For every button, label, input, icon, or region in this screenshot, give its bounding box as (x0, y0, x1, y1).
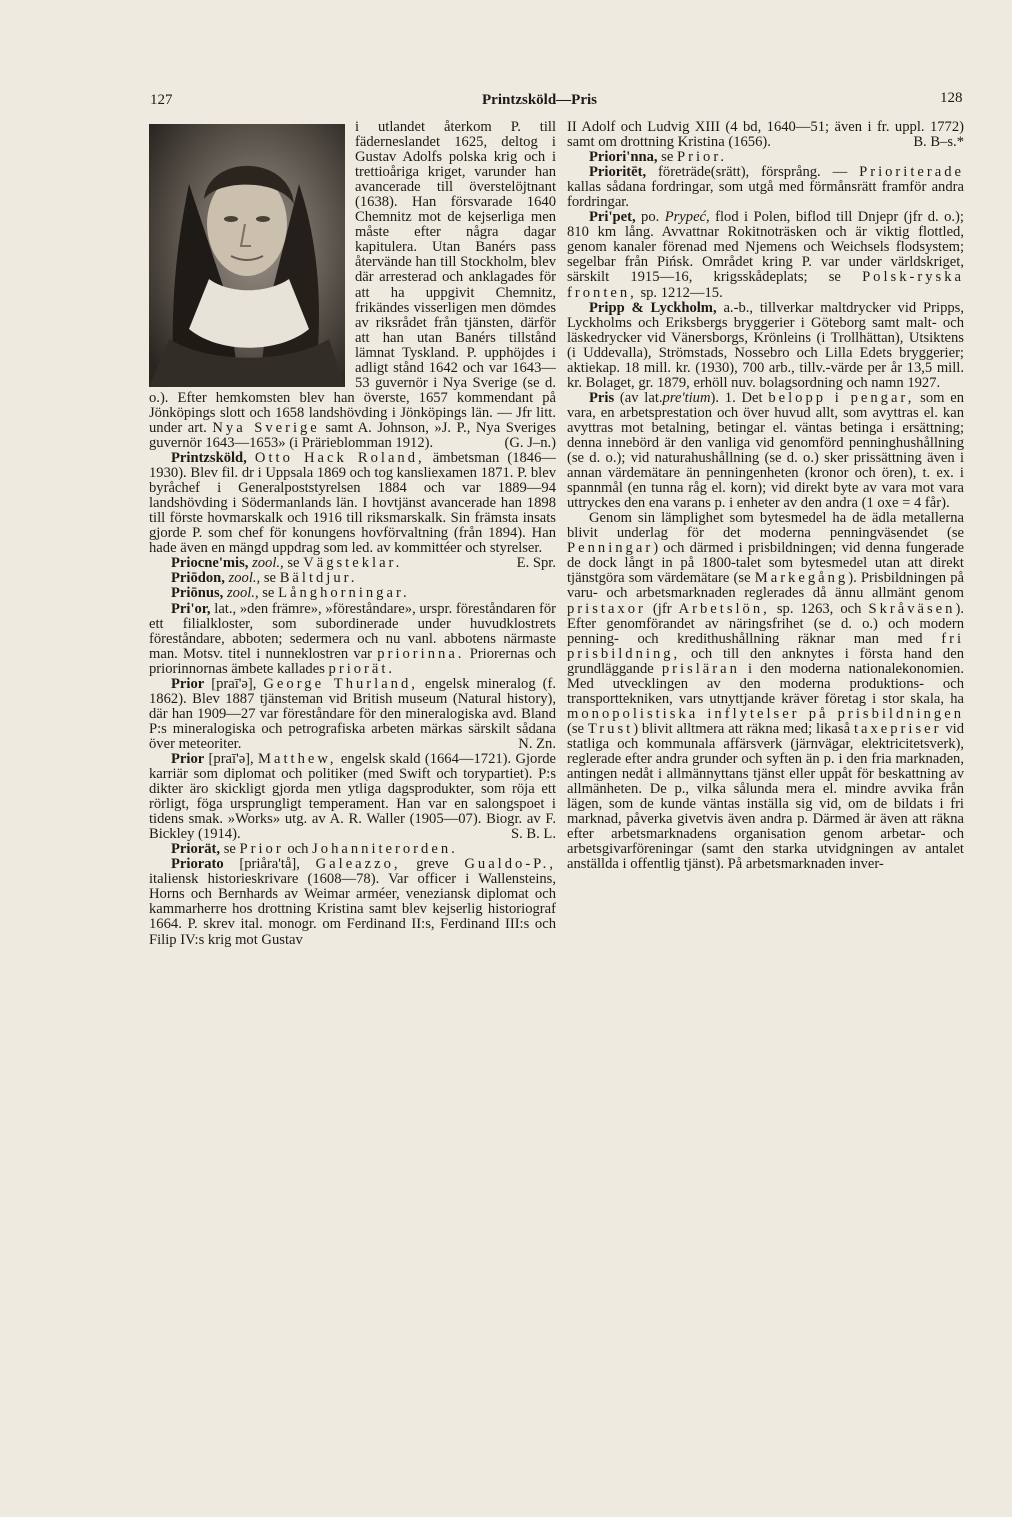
portrait-image (149, 124, 345, 387)
left-column (149, 120, 556, 948)
entry-prior: Pri'or, lat., »den främre», »föreståndare», urspr. föreståndaren för ett filialkloster, som subordinerade under huvudklostrets föreståndare, abboten; sedermera och nu vanl. abbotens närmaste man. Motsv. titel i nunneklostren var priorinna. Priorernas och priorinnornas ämbete kallades priorät. (149, 600, 556, 677)
entry-pripet: Pri'pet, po. Prypeć, flod i Polen, biflod till Dnjepr (jfr d. o.); 810 km lång. Avvattnar Rokitnoträsken och är viktig flottled, genom kanaler förenad med Njemens och Weichsels flodsystem; segelbar från Pińsk. Området kring P. var under världskriget, särskilt 1915—16, krigsskådeplats; se Polsk-ryska fronten, sp. 1212—15. (567, 209, 964, 301)
signature: N. Zn. (518, 735, 556, 752)
page-number-left: 127 (150, 92, 173, 108)
entry-priorinna: Priori'nna, se Prior. (589, 149, 728, 166)
signature: E. Spr. (516, 555, 556, 572)
entry-priorat: Priorät, se Prior och Johanniterorden. (171, 841, 458, 858)
entry-pris-genom: Genom sin lämplighet som bytesmedel ha de ädla metallerna blivit underlag för det moderna penningväsendet (se Penningar) och därmed i prisbildningen; vid denna fungerade de dock långt in på 1800-talet som bytesmedel utan att direkt tjänstgöra som värdemätare (se Markegång). Prisbildningen på varu- och arbetsmarknaden reglerades då ännu allmänt genom pristaxor (jfr Arbetslön, sp. 1263, och Skråväsen). Efter genomförandet av näringsfrihet (se d. o.) och modern penning- och kredithushållning räknar man med fri prisbildning, och till den anknytes i första hand den grundläggande prisläran i den moderna nationalekonomien. Med utvecklingen av den moderna produktions- och transporttekniken, vars utnyttjande kräver företag i stor skala, ha monopolistiska inflytelser på prisbildningen (se Trust) blivit alltmera att räkna med; likaså taxepriser vid statliga och kommunala affärsverk (järnvägar, elektricitetsverk), reglerade efter andra grunder och syften än p. i den fria marknaden, antingen nedåt i allmännyttans tjänst eller uppåt för beskattning av allmänheten. De p., vilka sålunda mera el. mindre avvika från lägen, som de kunde väntas inställa sig vid, om de bildats i fri marknad, påverka givetvis även andra p. Därmed är även att räkna efter arbetsmarknadens organisation genom arbetar- och arbetsgivarföreningar (samt den starka utvidgningen av antalet anställda i offentlig tjänst). På arbetsmarknaden inver- (567, 510, 965, 873)
entry-priodon: Priōdon, zool., se Bältdjur. (171, 570, 358, 587)
entry-printzskold: Printzsköld, Otto Hack Roland, ämbetsman (1846—1930). Blev fil. dr i Uppsala 1869 och tog kansliexamen 1871. P. blev byråchef i Generalpoststyrelsen 1884 och var 1889—94 landshövding i Södermanlands län. I hovtjänst avancerade han 1898 till förste hovmarskalk och 1916 till riksmarskalk. Sin främsta insats gjorde P. som chef för konungens hovförvaltning (från 1894). Han hade även en mängd uppdrag som led. av kommittéer och styrelser. E. Spr. (149, 450, 556, 572)
running-head: Printzsköld—Pris (482, 92, 597, 108)
entry-prioritet: Prioritēt, företräde(srätt), försprång. — Prioriterade kallas sådana fordringar, som utgå med förmånsrätt framför andra fordringar. (567, 164, 964, 211)
signature: (G. J–n.) (504, 434, 556, 451)
entry-pripp-lyckholm: Pripp & Lyckholm, a.-b., tillverkar maltdrycker vid Pripps, Lyckholms och Eriksbergs bryggerier i Göteborg samt malt- och läskedrycker vid Vänersborgs, Krönleins (i Trollhättan), Utsiktens (i Uddevalla), Strömstads, Nossebro och Lilla Edets bryggerier; aktiekap. 18 mill. kr. (1930), 700 arb., tillv.-värde per år 13,5 mill. kr. Bolaget, gr. 1879, erhöll nuv. bolagsordning och namn 1927. (567, 299, 964, 391)
entry-prior-george: Prior [praī'ə], George Thurland, engelsk mineralog (f. 1862). Blev 1887 tjänsteman vid British museum (Natural history), där han 1909—27 var föreståndare för den mineralogiska avd. Bland P:s mineralogiska och petrografiska arbeten märkas särskilt sådana över meteoriter. N. Zn. (149, 675, 556, 752)
entry-pris: Pris (av lat.pre'tium). 1. Det belopp i pengar, som en vara, en arbetsprestation och över huvud allt, som avyttras el. kan avyttras mot betalning, betingar el. väntas betinga i ersättning; denna innebörd är den vanliga vid genomförd penninghushållning (se d. o.); vid naturahushållning (se d. o.) sker prissättning även i annan värdemätare än penningenheten (kronor och ören), t. ex. i spannmål (en tunna råg el. korn); vid direkt byte av vara mot vara uttryckes den ena varans p. i enheter av den andra (1 oxe = 4 får). (567, 389, 964, 512)
entry-priorato: Priorato [priåra'tå], Galeazzo, greve Gualdo-P., italiensk historieskrivare (1608—78). Var officer i Wallensteins, Horns och Bernhards av Weimar arméer, veneziansk diplomat och kammarherre hos drottning Kristina samt blev kejserlig historiograf 1664. P. skrev ital. monogr. om Ferdinand II:s, Ferdinand III:s och Filip IV:s krig mot Gustav (149, 856, 556, 948)
entry-prionus: Priōnus, zool., se Långhorningar. (171, 585, 410, 602)
entry-printz-text: i utlandet återkom P. till fäderneslandet 1625, deltog i Gustav Adolfs polska krig och i trettioåriga kriget, varunder han avancerade till överstelöjtnant (1638). Han försvarade 1640 Chemnitz mot de kejserliga men måste efter några dagar kapitulera. Utan Banérs pass återvände han till Stockholm, blev där arresterad och anklagades för att ha uppgivit Chemnitz, frikändes visserligen men dömdes av riksrådet från tjänsten, därför att han utan Banérs tillstånd lämnat Tyskland. P. upphöjdes i adligt stånd 1642 och var 1643—53 guvernör i Nya Sverige (se d. o.). Efter hemkomsten blev han överste, 1657 kommendant på Jönköpings slott och 1658 landshövding i Jönköpings län. — Jfr litt. under art. Nya Sverige samt A. Johnson, »J. P., Nya Sveriges guvernör 1643—1653» (i Prärieblomman 1912). (G. J–n.) (149, 119, 556, 451)
entry-prior-matthew: Prior [praī'ə], Matthew, engelsk skald (1664—1721). Gjorde karriär som diplomat och politiker (med Swift och torypartiet). P:s dikter äro skickligt gjorda men ytliga dagsprodukter, som röja ett rörligt, föga ursprungligt temperament. Han var en salongspoet i tidens smak. »Works» utg. av A. R. Waller (1905—07). Biogr. av F. Bickley (1914). S. B. L. (149, 750, 556, 843)
right-column (567, 120, 964, 872)
entry-priorato-cont: II Adolf och Ludvig XIII (4 bd, 1640—51; även i fr. uppl. 1772) samt om drottning Kristina (1656). B. B–s.* (567, 119, 964, 151)
page-number-right: 128 (940, 90, 963, 106)
signature: S. B. L. (510, 826, 556, 843)
signature: B. B–s.* (913, 134, 964, 151)
entry-priocnemis: Priocne'mis, zool., se Vägsteklar. (171, 555, 403, 572)
